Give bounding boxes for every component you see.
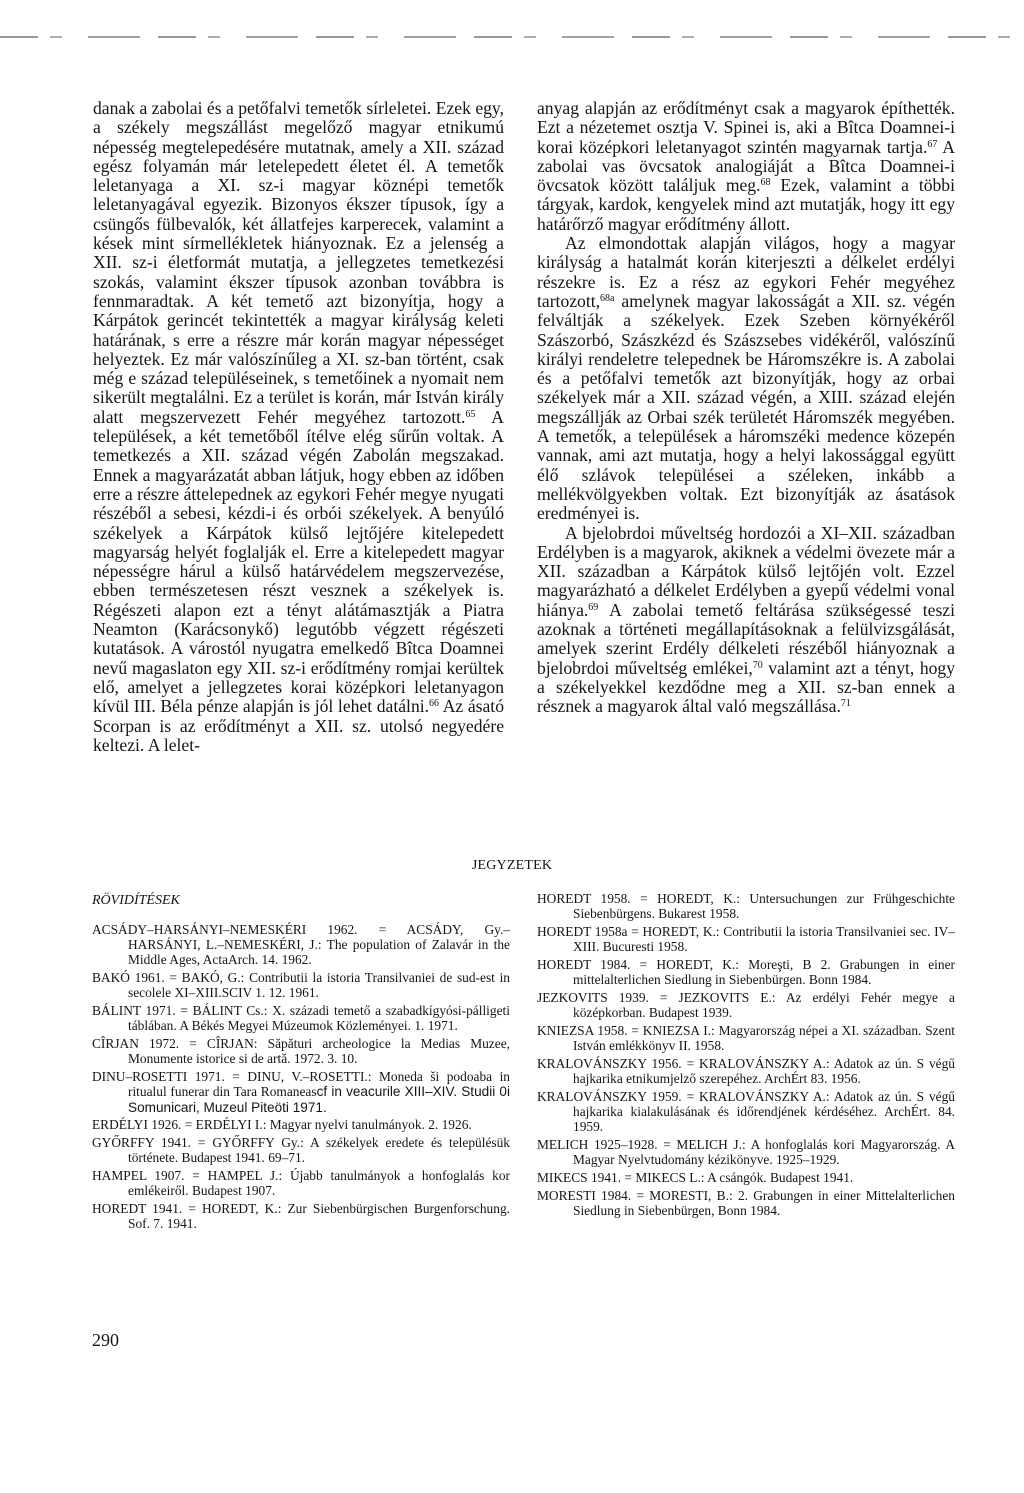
- bibliography-entry: KNIEZSA 1958. = KNIEZSA I.: Magyarország népei a XI. században. Szent István emlékkönyv II. 1958.: [537, 1023, 955, 1054]
- bibliography-entry: ERDÉLYI 1926. = ERDÉLYI I.: Magyar nyelvi tanulmányok. 2. 1926.: [92, 1117, 472, 1133]
- footnote-ref[interactable]: 70: [752, 659, 763, 671]
- bibliography-entry: MELICH 1925–1928. = MELICH J.: A honfoglalás kori Magyarország. A Magyar Nyelvtudomány kézikönyve. 1925–1929.: [537, 1137, 955, 1168]
- footnote-ref[interactable]: 69: [588, 601, 599, 613]
- page-number: 290: [92, 1330, 119, 1350]
- bibliography-left-column: [92, 922, 510, 1234]
- bibliography-entry: CÎRJAN 1972. = CÎRJAN: Săpături archeologice la Medias Muzee, Monumente istorice si de artă. 1972. 3. 10.: [92, 1036, 510, 1067]
- bibliography-entry: GYŐRFFY 1941. = GYŐRFFY Gy.: A székelyek eredete és településük története. Budapest 1941. 69–71.: [92, 1135, 510, 1166]
- bibliography-entry: BÁLINT 1971. = BÁLINT Cs.: X. századi temető a szabadkígyósi-pálligeti táblában. A Békés Megyei Múzeumok Közleményei. 1. 1971.: [92, 1003, 510, 1034]
- footnote-ref[interactable]: 67: [927, 138, 938, 150]
- body-text-left-column: [93, 99, 504, 755]
- notes-heading: JEGYZETEK: [471, 858, 553, 873]
- paragraph: anyag alapján az erődítményt csak a magyarok építhették. Ezt a nézetemet osztja V. Spinei is, aki a Bîtca Doamnei-i korai középkori leletanyagot szintén magyarnak tartja.$^{67}$ A zabolai vas övcsatok analogiáját a Bîtca Doamnei-i övcsatok között találjuk meg.$^{68}$ Ezek, valamint a többi tárgyak, kardok, kengyelek mind azt mutatják, hogy itt egy határőrző magyar erődítmény állott.: [537, 98, 956, 234]
- abbreviations-heading: RÖVIDÍTÉSEK: [92, 893, 180, 908]
- scan-edge-rule: [0, 36, 1024, 38]
- bibliography-entry: MORESTI 1984. = MORESTI, B.: 2. Grabungen in einer Mittelalterlichen Siedlung in Siebenbürgen, Bonn 1984.: [537, 1188, 955, 1219]
- bibliography-entry: BAKÓ 1961. = BAKÓ, G.: Contributii la istoria Transilvaniei de sud-est in secolele XI–XIII.SCIV 1. 12. 1961.: [92, 970, 510, 1001]
- footnote-ref[interactable]: 68: [760, 177, 771, 189]
- bibliography-entry: KRALOVÁNSZKY 1959. = KRALOVÁNSZKY A.: Adatok az ún. S végű hajkarika kialakulásának és időrendjének kérdéséhez. ArchÉrt. 84. 1959.: [537, 1089, 955, 1135]
- bibliography-entry: HAMPEL 1907. = HAMPEL J.: Újabb tanulmányok a honfoglalás kor emlékeiről. Budapest 1907.: [92, 1168, 510, 1199]
- footnote-ref[interactable]: 68a: [600, 292, 615, 304]
- paragraph: danak a zabolai és a petőfalvi temetők sírleletei. Ezek egy, a székely megszállást megelőző magyar etnikumú népesség megtelepedésére mutatnak, amely a XII. század egész folyamán már letelepedett életet él. A temetők leletanyaga a XI. sz-i magyar köznépi temetők leletanyagával egyezik. Bizonyos ékszer típusok, így a csüngős fülbevalók, két állatfejes karperecek, valamint a kések mint sírmellékletek hiányoznak. Ez a jelenség a XII. sz-i életformát mutatja, a jellegzetes temetkezési szokás, valamint ékszer típusok azonban továbbra is fennmaradtak. A két temető azt bizonyítja, hogy a Kárpátok gerincét tekintették a magyar királyság keleti határának, s erre a részre már korán magyar népességet helyeztek. Ez már valószínűleg a XI. sz-ban történt, csak még e század településeinek, s temetőinek a nyomait nem sikerült megtalálni. Ez a terület is korán, már István király alatt megszervezett Fehér megyéhez tartozott.$^{65}$ A települések, a két temetőből ítélve elég sűrűn voltak. A temetkezés a XII. század végén Zabolán megszakad. Ennek a magyarázatát abban látjuk, hogy ebben az időben erre a részre áttelepednek az egykori Fehér megye nyugati részéből a sebesi, kézdi-i és orbói székelyek. A benyúló székelyek a Kárpátok külső lejtőjére kitelepedett magyarság helyét foglalják el. Erre a kitelepedett magyar népességre hárul a külső határvédelem megszervezése, ebben természetesen részt vesznek a székelyek is. Régészeti alapon ezt a tényt alátámasztják a Piatra Neamton (Karácsonykő) legutóbb végzett régészeti kutatások. A várostól nyugatra emelkedő Bîtca Doamnei nevű magaslaton egy XII. sz-i erődítmény romjai kerültek elő, amelyet a jellegzetes korai középkori leletanyagon kívül III. Béla pénze alapján is jól lehet datálni.$^{66}$ Az ásató Scorpan is az erődítményt a XII. sz. utolsó negyedére keltezi. A lelet-: [93, 98, 504, 755]
- bibliography-entry: MIKECS 1941. = MIKECS L.: A csángók. Budapest 1941.: [537, 1170, 854, 1186]
- bibliography-entry: HOREDT 1958. = HOREDT, K.: Untersuchungen zur Frühgeschichte Siebenbürgens. Bukarest 1958.: [537, 891, 955, 922]
- paragraph: A bjelobrdoi műveltség hordozói a XI–XII. században Erdélyben is a magyarok, akiknek a védelmi övezete már a XII. században a Kárpátok külső lejtőjén volt. Ezzel magyarázható a délkelet Erdélyben a gyepű védelmi vonal hiánya.$^{69}$ A zabolai temető feltárása szükségessé teszi azoknak a történeti megállapításoknak a felülvizsgálását, amelyek szerint Erdély délkeleti részéből hiányoznak a bjelobrdoi műveltség emlékei,$^{70}$ valamint azt a tényt, hogy a székelyekkel kezdődne meg a XII. sz-ban ennek a résznek a magyarok által való megszállása.$^{71}$: [537, 522, 956, 717]
- body-text-right-column: [537, 99, 955, 717]
- bibliography-entry: ACSÁDY–HARSÁNYI–NEMESKÉRI 1962. = ACSÁDY, Gy.–HARSÁNYI, L.–NEMESKÉRI, J.: The population of Zalavár in the Middle Ages, ActaArch. 14. 1962.: [92, 922, 510, 968]
- paragraph: Az elmondottak alapján világos, hogy a magyar királyság a hatalmát korán kiterjeszti a délkelet erdélyi részekre is. Ez a rész az egykori Fehér megyéhez tartozott,$^{68a}$ amelynek magyar lakosságát a XII. sz. végén felváltják a székelyek. Ezek Szeben környékéről Szászorbó, Szászkézd és Szászsebes vidékéről, valószínű királyi rendeletre telepednek be Háromszékre is. A zabolai és a petőfalvi temetők azt bizonyítják, hogy az orbai székelyek már a XII. század végén, a XIII. század elején megszállják az Orbai szék területét Háromszék megyében. A temetők, a települések a háromszéki medence közepén vannak, ami azt mutatja, hogy a helyi lakossággal együtt élő szlávok települései a széleken, inkább a mellékvölgyekben voltak. Ezt bizonyítják az ásatások eredményei is.: [537, 233, 955, 524]
- bibliography-entry: HOREDT 1984. = HOREDT, K.: Moreşti, B 2. Grabungen in einer mittelalterlichen Siedlung in Siebenbürgen. Bonn 1984.: [537, 957, 955, 988]
- bibliography-entry: JEZKOVITS 1939. = JEZKOVITS E.: Az erdélyi Fehér megye a középkorban. Budapest 1939.: [537, 990, 955, 1021]
- bibliography-entry: KRALOVÁNSZKY 1956. = KRALOVÁNSZKY A.: Adatok az ún. S végű hajkarika etnikumjelző szerepéhez. ArchÉrt 83. 1956.: [537, 1056, 955, 1087]
- footnote-ref[interactable]: 71: [840, 698, 851, 710]
- footnote-ref[interactable]: 65: [465, 408, 476, 420]
- bibliography-right-column: [537, 891, 955, 1221]
- footnote-ref[interactable]: 66: [429, 698, 440, 710]
- bibliography-entry: HOREDT 1941. = HOREDT, K.: Zur Siebenbürgischen Burgenforschung. Sof. 7. 1941.: [92, 1201, 510, 1232]
- bibliography-entry: DINU–ROSETTI 1971. = DINU, V.–ROSETTI.: Moneda ši podoaba in ritualul funerar din Tara Romaneascf in veacurile XIII–XIV. Studii 0i Somunicari, Muzeul Piteöti 1971.: [92, 1069, 510, 1115]
- bibliography-entry: HOREDT 1958a = HOREDT, K.: Contributii la istoria Transilvaniei sec. IV–XIII. Bucuresti 1958.: [537, 924, 955, 955]
